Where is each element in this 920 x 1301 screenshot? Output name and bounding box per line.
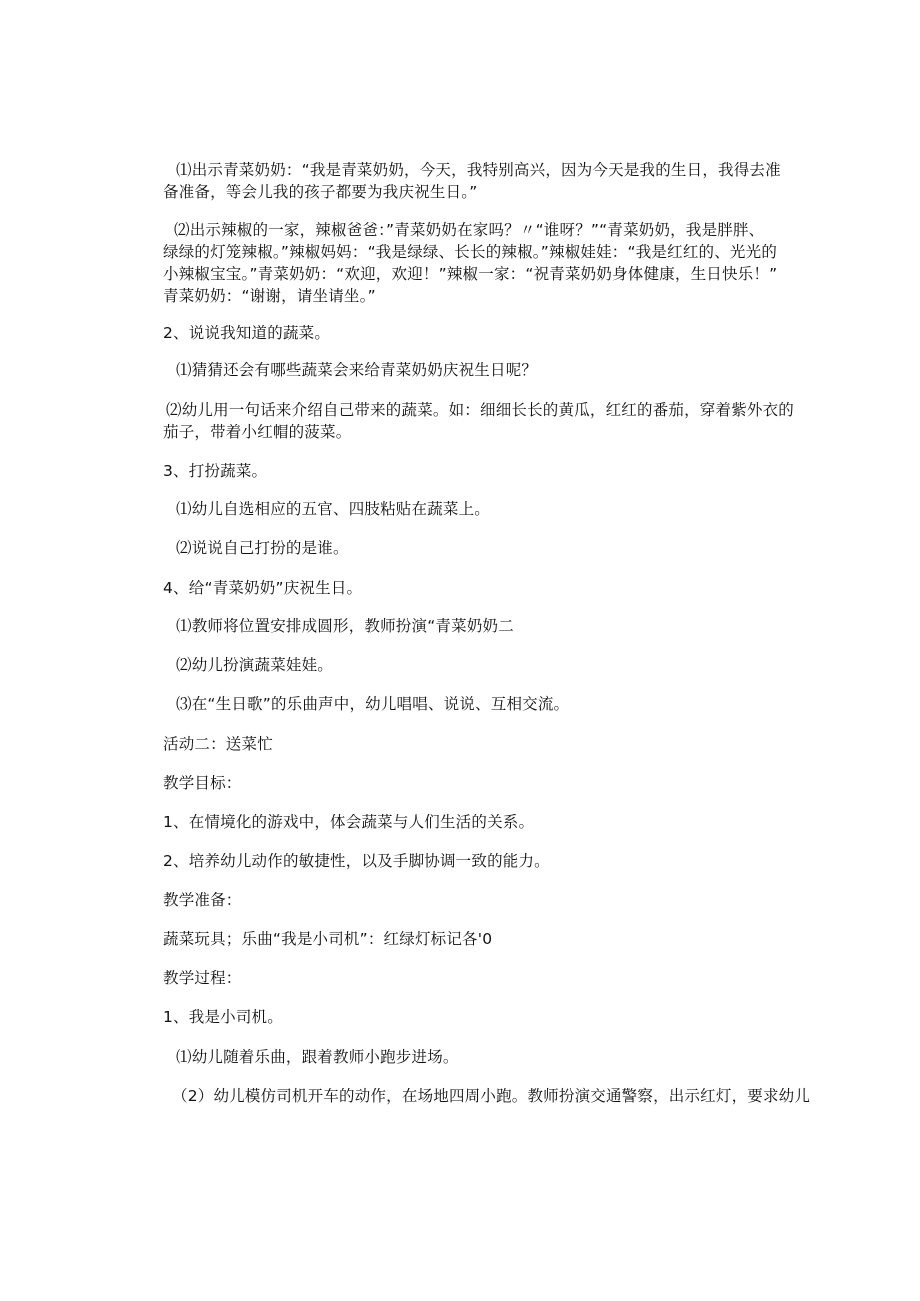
paragraph-line: ⑵说说自己打扮的是谁。 (176, 539, 349, 557)
paragraph-line: ⑵出示辣椒的一家，辣椒爸爸：”青菜奶奶在家吗？〃“谁呀？”“青菜奶奶，我是胖胖、 (174, 221, 765, 239)
paragraph-line: ⑵幼儿用一句话来介绍自己带来的蔬菜。如：细细长长的黄瓜，红红的番茄，穿着紫外衣的 (166, 401, 795, 419)
paragraph-line: ⑴幼儿随着乐曲，跟着教师小跑步进场。 (176, 1048, 459, 1066)
section-heading: 3、打扮蔬菜。 (163, 462, 268, 480)
paragraph-line: 1、在情境化的游戏中，体会蔬菜与人们生活的关系。 (163, 813, 535, 831)
paragraph-line: ⑴幼儿自选相应的五官、四肢粘贴在蔬菜上。 (176, 500, 491, 518)
paragraph-line: 2、培养幼儿动作的敏捷性，以及手脚协调一致的能力。 (163, 852, 550, 870)
section-heading: 1、我是小司机。 (163, 1008, 283, 1026)
paragraph-line: ⑴教师将位置安排成圆形，教师扮演“青菜奶奶二 (176, 617, 514, 635)
paragraph-line: 小辣椒宝宝。”青菜奶奶：“欢迎，欢迎！”辣椒一家：“祝青菜奶奶身体健康，生日快乐！” (163, 265, 778, 283)
paragraph-line: 青菜奶奶：“谢谢，请坐请坐。” (163, 287, 376, 305)
activity-title: 活动二：送菜忙 (163, 735, 273, 753)
paragraph-line: 绿绿的灯笼辣椒。”辣椒妈妈：“我是绿绿、长长的辣椒。”辣椒娃娃：“我是红红的、光光的 (163, 243, 778, 261)
paragraph-line: ⑵幼儿扮演蔬菜娃娃。 (176, 656, 334, 674)
paragraph-line: 备准备，等会儿我的孩子都要为我庆祝生日。” (163, 183, 478, 201)
section-heading: 教学过程： (163, 969, 242, 987)
section-heading: 教学目标： (163, 774, 242, 792)
paragraph-line: 茄子，带着小红帽的菠菜。 (163, 423, 352, 441)
section-heading: 2、说说我知道的蔬菜。 (163, 324, 331, 342)
section-heading: 4、给“青菜奶奶”庆祝生日。 (163, 579, 363, 597)
paragraph-line: ⑴出示青菜奶奶：“我是青菜奶奶，今天，我特别高兴，因为今天是我的生日，我得去准 (176, 161, 781, 179)
paragraph-line: 蔬菜玩具；乐曲“我是小司机”：红绿灯标记各'0 (163, 930, 493, 948)
paragraph-line: ⑶在“生日歌”的乐曲声中，幼儿唱唱、说说、互相交流。 (176, 695, 570, 713)
paragraph-line: （2）幼儿模仿司机开车的动作，在场地四周小跑。教师扮演交通警察，出示红灯，要求幼儿 (172, 1087, 811, 1105)
paragraph-line: ⑴猜猜还会有哪些蔬菜会来给青菜奶奶庆祝生日呢？ (176, 361, 538, 379)
section-heading: 教学准备： (163, 891, 242, 909)
